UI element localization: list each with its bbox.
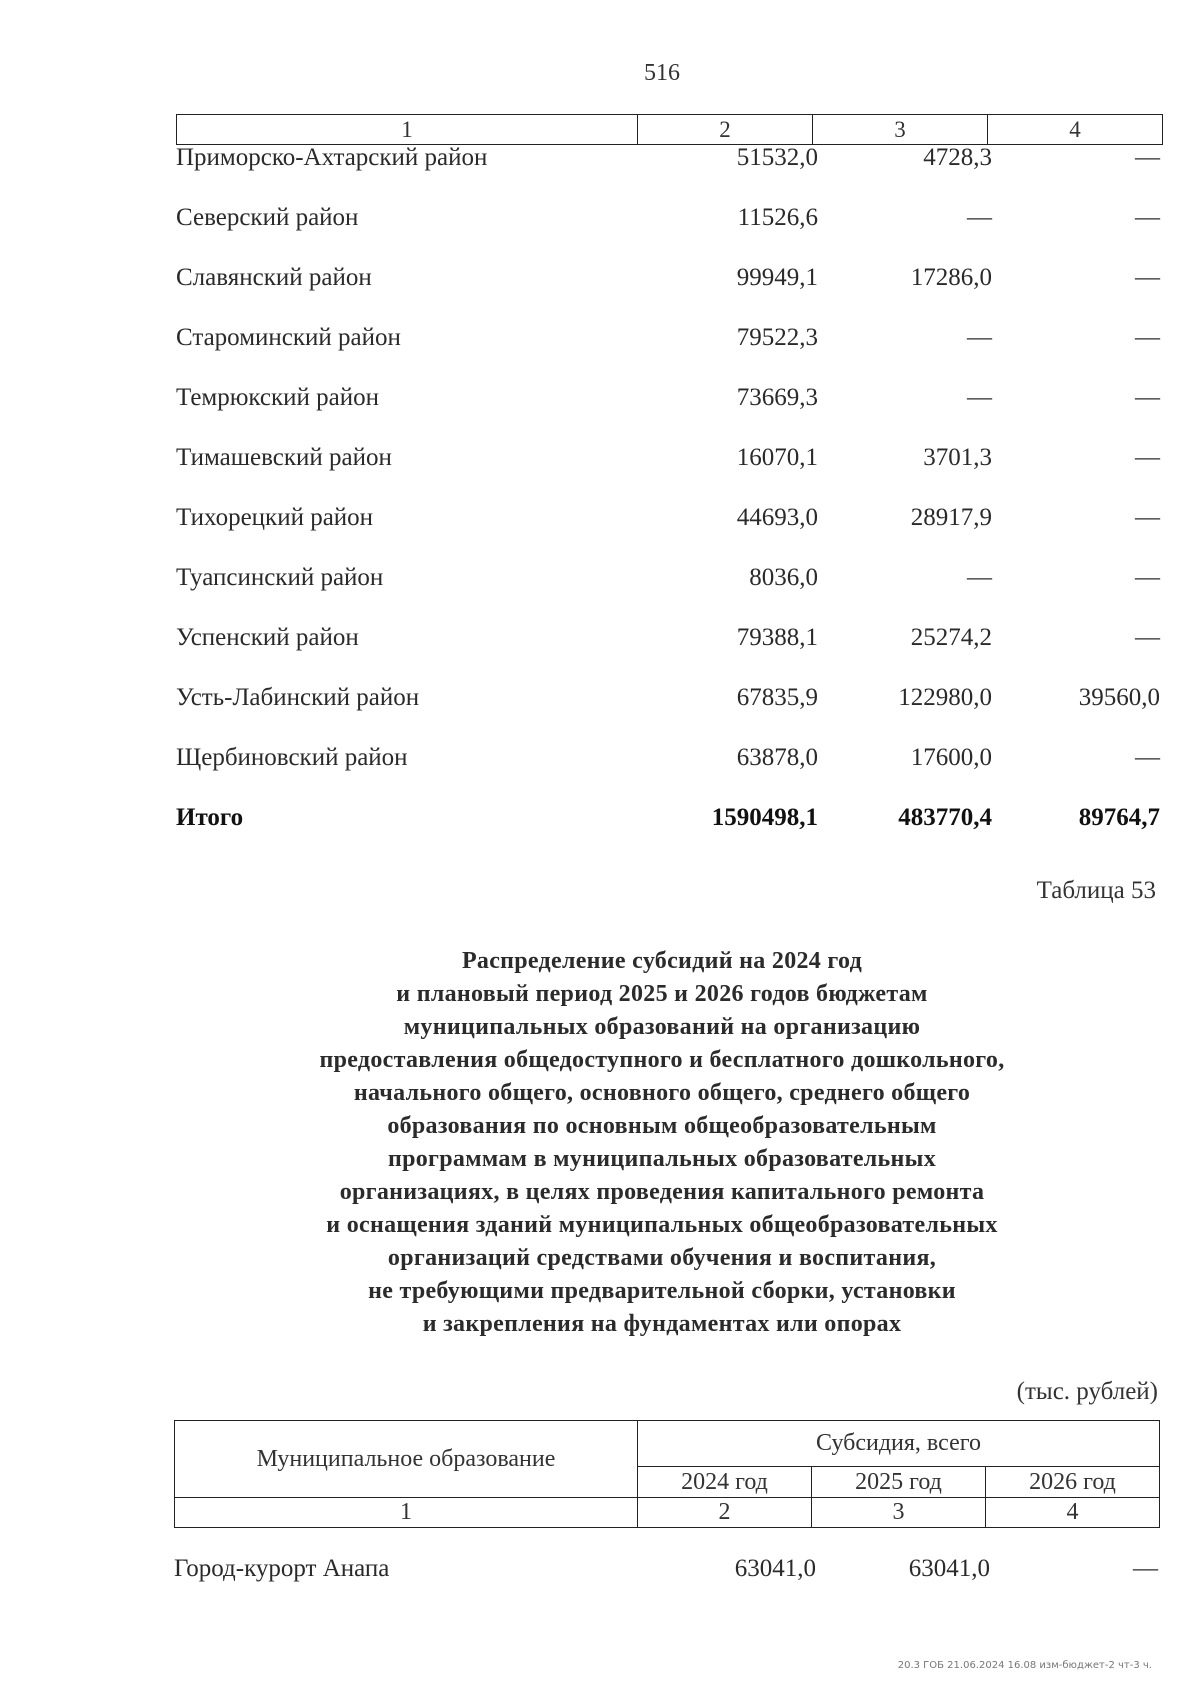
value-2025: —	[967, 324, 992, 351]
municipality-name: Туапсинский район	[176, 564, 384, 591]
value-2026: —	[1135, 144, 1160, 171]
value-2025: —	[967, 564, 992, 591]
value-2024: 51532,0	[736, 144, 818, 171]
value-2025: 3701,3	[923, 444, 992, 471]
title-line: организациях, в целях проведения капитального ремонта	[339, 1179, 985, 1205]
table-row	[176, 744, 1160, 784]
table-row	[176, 144, 1160, 184]
municipality-column-header: Муниципальное образование	[175, 1421, 638, 1498]
total-label: Итого	[176, 804, 244, 831]
municipality-name: Тимашевский район	[176, 444, 392, 471]
title-line: не требующими предварительной сборки, установки	[368, 1278, 956, 1304]
value-2026: —	[1135, 384, 1160, 411]
total-2026: 89764,7	[1078, 804, 1160, 831]
footer-stamp: 20.3 ГОБ 21.06.2024 16.08 изм-бюджет-2 чт-3 ч.	[897, 1660, 1152, 1671]
municipality-name: Славянский район	[176, 264, 372, 291]
value-2026: 39560,0	[1078, 684, 1160, 711]
table1-col-2: 2	[638, 115, 813, 145]
page-number: 516	[644, 60, 680, 86]
table2-col-1: 1	[175, 1498, 638, 1528]
value-2026: —	[1133, 1555, 1158, 1582]
title-line: Распределение субсидий на 2024 год	[461, 948, 863, 974]
table-row	[176, 204, 1160, 244]
title-line: и закрепления на фундаментах или опорах	[422, 1311, 902, 1337]
value-2025: 63041,0	[908, 1555, 990, 1582]
value-2026: —	[1135, 324, 1160, 351]
value-2025: 28917,9	[910, 504, 992, 531]
table2-col-4: 4	[986, 1498, 1160, 1528]
table-row	[176, 564, 1160, 604]
table-caption: Таблица 53	[1036, 877, 1156, 904]
title-line: программам в муниципальных образовательных	[387, 1146, 937, 1172]
year-header-2025: 2025 год	[812, 1467, 986, 1498]
value-2024: 11526,6	[737, 204, 818, 231]
table-row	[176, 384, 1160, 424]
value-2026: —	[1135, 744, 1160, 771]
value-2024: 8036,0	[749, 564, 818, 591]
table-row	[176, 264, 1160, 304]
value-2024: 99949,1	[736, 264, 818, 291]
value-2025: 17600,0	[910, 744, 992, 771]
value-2024: 79522,3	[736, 324, 818, 351]
table-row	[176, 624, 1160, 664]
value-2024: 16070,1	[736, 444, 818, 471]
municipality-name: Щербиновский район	[176, 744, 408, 771]
title-line: и оснащения зданий муниципальных общеобразовательных	[326, 1212, 998, 1238]
table-row	[176, 324, 1160, 364]
value-2025: 25274,2	[910, 624, 992, 651]
value-2024: 79388,1	[736, 624, 818, 651]
value-2025: 122980,0	[898, 684, 992, 711]
value-2025: 4728,3	[923, 144, 992, 171]
value-2026: —	[1135, 204, 1160, 231]
value-2024: 63878,0	[736, 744, 818, 771]
value-2026: —	[1135, 624, 1160, 651]
table1-col-4: 4	[988, 115, 1163, 145]
value-2024: 67835,9	[736, 684, 818, 711]
municipality-name: Северский район	[176, 204, 359, 231]
value-2024: 44693,0	[736, 504, 818, 531]
title-line: организаций средствами обучения и воспитания,	[387, 1245, 937, 1271]
subsidy-column-header: Субсидия, всего	[638, 1421, 1160, 1467]
year-header-2024: 2024 год	[638, 1467, 812, 1498]
total-row	[176, 804, 1160, 844]
value-2026: —	[1135, 564, 1160, 591]
municipality-name: Усть-Лабинский район	[176, 684, 420, 711]
table1-header	[176, 114, 1163, 145]
value-2026: —	[1135, 444, 1160, 471]
table-row	[174, 1555, 1160, 1591]
value-2026: —	[1135, 504, 1160, 531]
value-2024: 63041,0	[734, 1555, 816, 1582]
municipality-name: Староминский район	[176, 324, 401, 351]
value-2025: —	[967, 384, 992, 411]
table1-col-3: 3	[813, 115, 988, 145]
table2-col-2: 2	[638, 1498, 812, 1528]
total-2024: 1590498,1	[711, 804, 818, 831]
value-2024: 73669,3	[736, 384, 818, 411]
title-line: образования по основным общеобразовательным	[387, 1113, 937, 1139]
municipality-name: Успенский район	[176, 624, 359, 651]
municipality-name: Темрюкский район	[176, 384, 380, 411]
table1-col-1: 1	[177, 115, 638, 145]
units-label: (тыс. рублей)	[1016, 1378, 1158, 1405]
year-header-2026: 2026 год	[986, 1467, 1160, 1498]
table-row	[176, 504, 1160, 544]
value-2025: —	[967, 204, 992, 231]
table-row	[176, 444, 1160, 484]
title-line: и плановый период 2025 и 2026 годов бюджетам	[396, 981, 928, 1007]
title-line: предоставления общедоступного и бесплатного дошкольного,	[319, 1047, 1005, 1073]
title-line: муниципальных образований на организацию	[403, 1014, 921, 1040]
table2-col-3: 3	[812, 1498, 986, 1528]
title-line: начального общего, основного общего, среднего общего	[353, 1080, 971, 1106]
value-2026: —	[1135, 264, 1160, 291]
value-2025: 17286,0	[910, 264, 992, 291]
table-row	[176, 684, 1160, 724]
municipality-name: Город-курорт Анапа	[174, 1555, 390, 1582]
table2-header	[174, 1420, 1160, 1528]
municipality-name: Приморско-Ахтарский район	[176, 144, 488, 171]
municipality-name: Тихорецкий район	[176, 504, 374, 531]
total-2025: 483770,4	[898, 804, 992, 831]
document-title	[200, 945, 1124, 1341]
